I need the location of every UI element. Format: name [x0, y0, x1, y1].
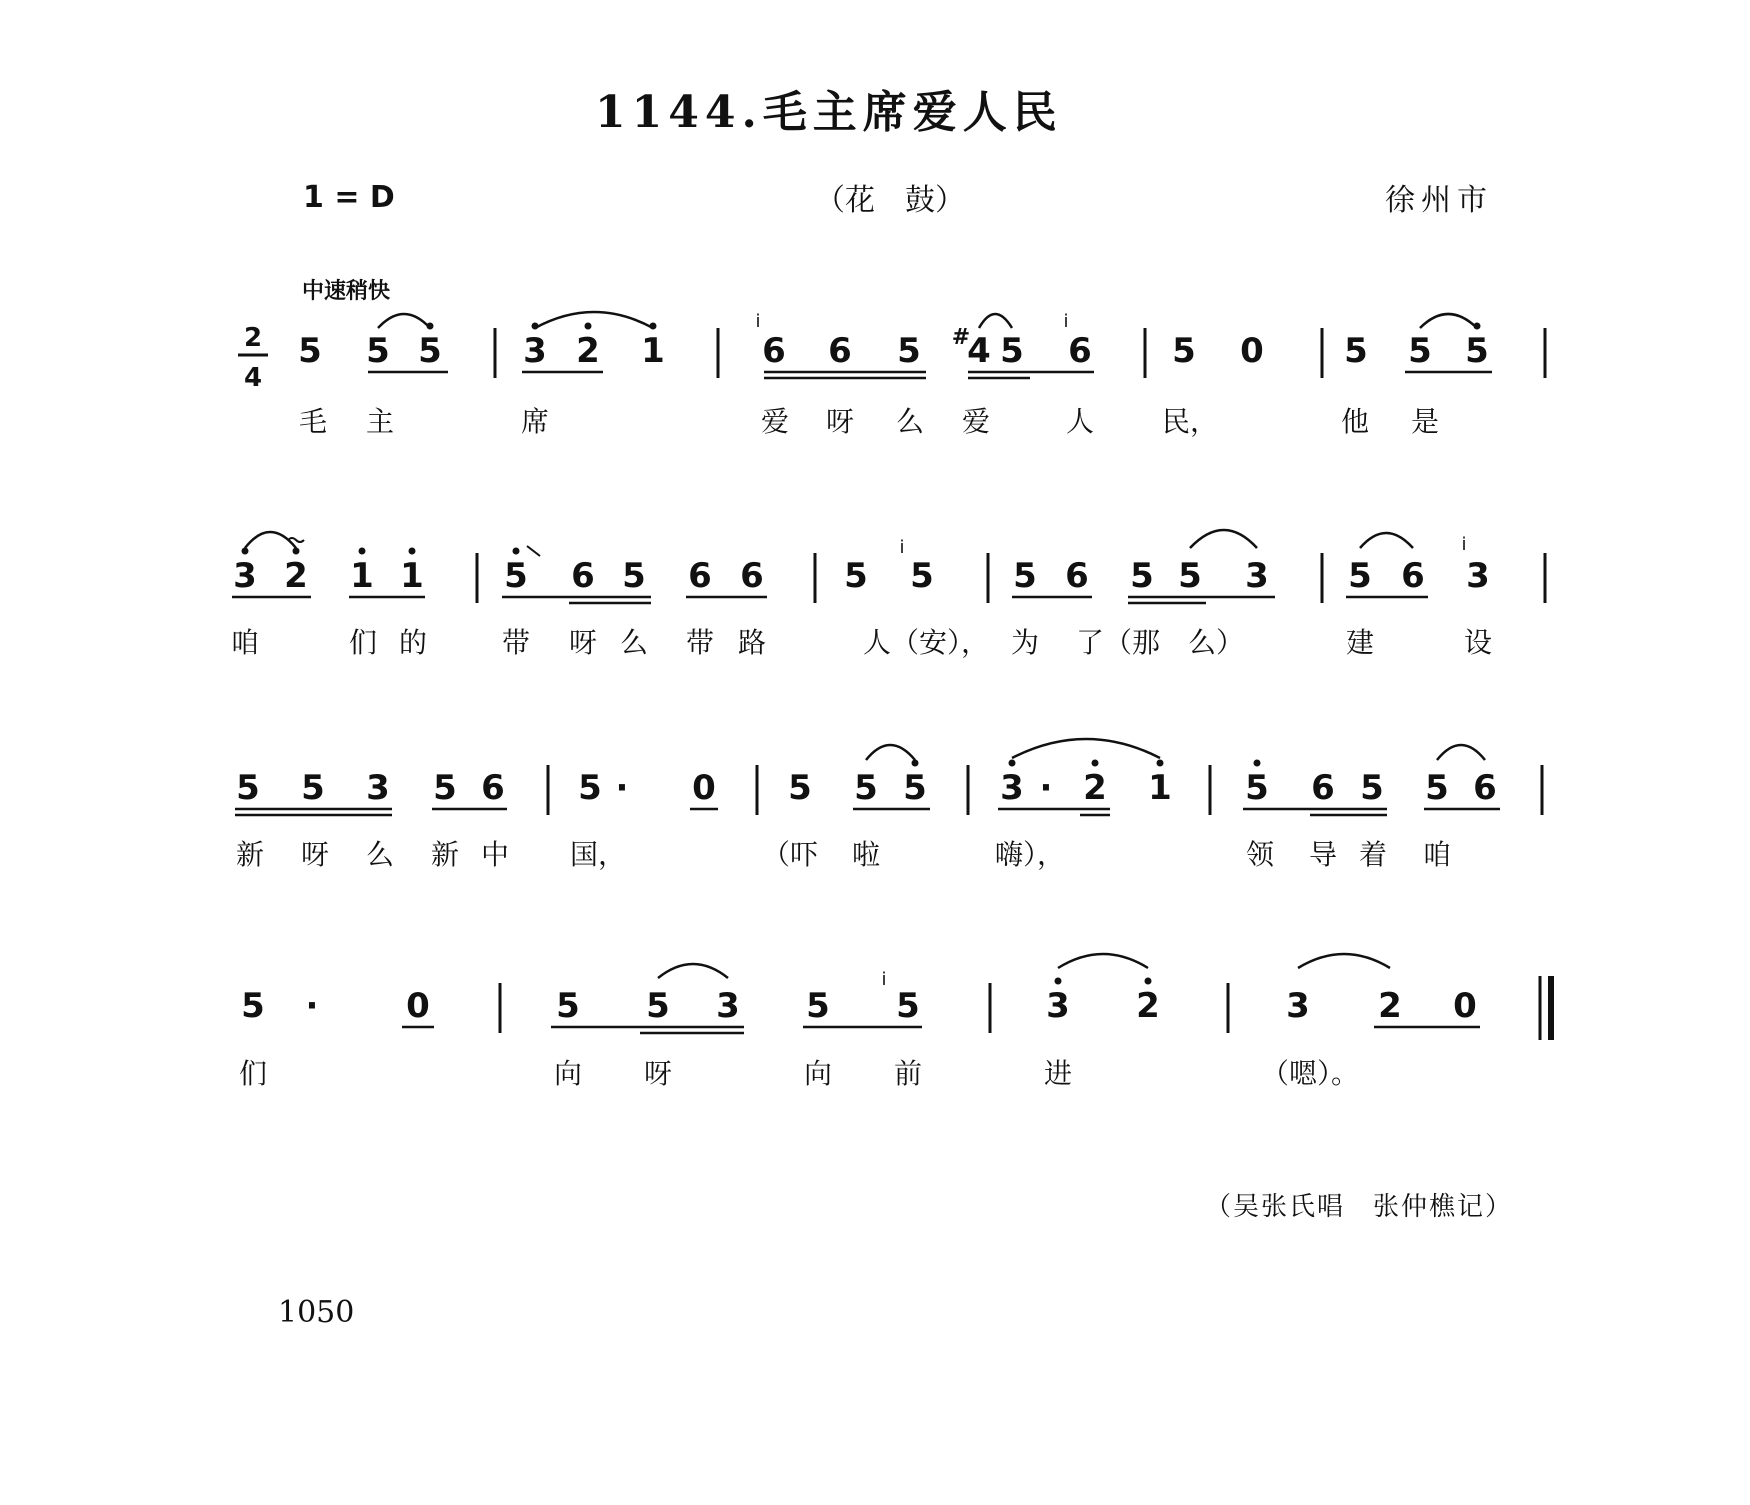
note: 5 — [504, 556, 528, 596]
note: 5 — [1130, 556, 1154, 596]
time-signature-top: 2 — [243, 323, 263, 353]
lyric: 进 — [1043, 1057, 1073, 1090]
note: 6 — [1065, 556, 1089, 596]
lyric: 主 — [365, 405, 395, 438]
lyric: 么 — [619, 626, 649, 659]
lyric: 他 — [1340, 405, 1370, 438]
lyric: 建 — [1345, 626, 1375, 659]
lyric: 新 — [430, 838, 460, 871]
note: 5 — [646, 986, 670, 1026]
note: 5 — [433, 768, 457, 808]
octave-dot — [650, 323, 657, 330]
note: 3 — [1245, 556, 1269, 596]
note: 6 — [481, 768, 505, 808]
note: 0 — [1453, 986, 1477, 1026]
region-label: 徐州市 — [1385, 183, 1493, 218]
octave-dot — [1254, 760, 1261, 767]
lyric: 啦 — [851, 838, 881, 871]
sharp-sign: # — [951, 325, 971, 350]
lyric: 中 — [480, 838, 510, 871]
lyric: 呀 — [300, 838, 330, 871]
note: 5 — [1408, 331, 1432, 371]
lyric: 为 — [1010, 626, 1040, 659]
note: 6 — [571, 556, 595, 596]
note: 6 — [1311, 768, 1335, 808]
note: 5 — [1348, 556, 1372, 596]
note: 3 — [1046, 986, 1070, 1026]
song-title: 1144.毛主席爱人民 — [595, 87, 1063, 138]
note: 5 — [622, 556, 646, 596]
note: 5 — [418, 331, 442, 371]
time-signature — [238, 323, 268, 393]
octave-dot — [1092, 760, 1099, 767]
octave-dot — [427, 323, 434, 330]
note: 5 — [301, 768, 325, 808]
note: 6 — [1401, 556, 1425, 596]
octave-dot — [1009, 760, 1016, 767]
lyric: 路 — [737, 626, 767, 659]
note: 5 — [1425, 768, 1449, 808]
lyric: 的 — [398, 626, 428, 659]
octave-dot — [242, 548, 249, 555]
lyric: 着 — [1358, 838, 1388, 871]
note: 5 — [1465, 331, 1489, 371]
lyric: 呀 — [643, 1057, 673, 1090]
octave-dot — [1055, 978, 1062, 985]
note: 3 — [366, 768, 390, 808]
note: 5 — [1178, 556, 1202, 596]
lyric: 人（安）， — [862, 626, 990, 659]
note: 2 — [284, 556, 308, 596]
page-number: 1050 — [278, 1295, 355, 1330]
svg-text:i: i — [1461, 534, 1467, 555]
lyric: 新 — [235, 838, 265, 871]
note: 5 — [298, 331, 322, 371]
lyric: 设 — [1463, 626, 1493, 659]
note: 5 — [897, 331, 921, 371]
lyric: 们 — [238, 1057, 268, 1090]
note: 4 — [967, 331, 991, 371]
note: 2 — [1083, 768, 1107, 808]
lyric: 席 — [520, 405, 550, 438]
lyric: 民， — [1161, 405, 1219, 438]
octave-dot — [359, 548, 366, 555]
lyric: 向 — [553, 1057, 583, 1090]
lyric: 国， — [569, 838, 627, 871]
note: · — [305, 986, 319, 1026]
octave-dot — [585, 323, 592, 330]
note: 5 — [903, 768, 927, 808]
note: 5 — [236, 768, 260, 808]
note: 5 — [1013, 556, 1037, 596]
note: 2 — [1378, 986, 1402, 1026]
note: 0 — [406, 986, 430, 1026]
lyric: 是 — [1410, 405, 1440, 438]
note: 5 — [844, 556, 868, 596]
note: 5 — [241, 986, 265, 1026]
lyric: （吓 — [761, 838, 819, 871]
note: 5 — [556, 986, 580, 1026]
genre-label: （花 鼓） — [815, 183, 965, 218]
lyric: 咱 — [230, 626, 260, 659]
note: 5 — [578, 768, 602, 808]
note: 5 — [1000, 331, 1024, 371]
octave-dot — [532, 323, 539, 330]
svg-text:i: i — [881, 969, 887, 990]
note: 5 — [1245, 768, 1269, 808]
note: 5 — [896, 986, 920, 1026]
note: 5 — [788, 768, 812, 808]
note: 0 — [1240, 331, 1264, 371]
lyric: 爱 — [961, 405, 991, 438]
lyric: 呀 — [825, 405, 855, 438]
lyric: 领 — [1245, 838, 1275, 871]
key-signature: 1 = D — [303, 180, 395, 215]
octave-dot — [293, 548, 300, 555]
note: 2 — [1136, 986, 1160, 1026]
note: 1 — [641, 331, 665, 371]
note: 0 — [692, 768, 716, 808]
note: 3 — [1286, 986, 1310, 1026]
svg-text:i: i — [1063, 311, 1069, 332]
lyric: 毛 — [298, 405, 328, 438]
tempo-marking: 中速稍快 — [302, 279, 391, 304]
note: 1 — [1148, 768, 1172, 808]
notes-layer — [230, 323, 1497, 1027]
note: 5 — [854, 768, 878, 808]
note: 3 — [1466, 556, 1490, 596]
note: 6 — [740, 556, 764, 596]
note: 6 — [688, 556, 712, 596]
octave-dot — [912, 760, 919, 767]
svg-text:i: i — [755, 311, 761, 332]
lyric: 嗨）， — [994, 838, 1066, 871]
note: 6 — [828, 331, 852, 371]
lyric: 们 — [348, 626, 378, 659]
note: · — [1039, 768, 1053, 808]
svg-text:i: i — [899, 537, 905, 558]
lyric: 前 — [893, 1057, 923, 1090]
octave-dot — [513, 548, 520, 555]
note: 5 — [1344, 331, 1368, 371]
octave-dot — [1145, 978, 1152, 985]
octave-dot — [409, 548, 416, 555]
note: 6 — [1473, 768, 1497, 808]
note: 6 — [762, 331, 786, 371]
note: 3 — [233, 556, 257, 596]
lyric: 人 — [1065, 405, 1095, 438]
note: 5 — [366, 331, 390, 371]
lyric: （嗯）。 — [1260, 1057, 1360, 1090]
lyric: 了（那 么） — [1075, 626, 1245, 659]
lyric: 么 — [365, 838, 395, 871]
lyric: 导 — [1308, 838, 1338, 871]
note: 3 — [523, 331, 547, 371]
note: · — [615, 768, 629, 808]
note: 3 — [716, 986, 740, 1026]
note: 1 — [400, 556, 424, 596]
note: 1 — [350, 556, 374, 596]
octave-dot — [1474, 323, 1481, 330]
note: 3 — [1000, 768, 1024, 808]
lyric: 咱 — [1422, 838, 1452, 871]
time-signature-bottom: 4 — [243, 363, 263, 393]
note: 5 — [1360, 768, 1384, 808]
octave-dot — [1157, 760, 1164, 767]
lyric: 带 — [501, 626, 531, 659]
note: 5 — [1172, 331, 1196, 371]
lyric: 向 — [803, 1057, 833, 1090]
lyric: 爱 — [760, 405, 790, 438]
lyric: 呀 — [568, 626, 598, 659]
row-3-marks — [235, 739, 1542, 815]
lyric: 么 — [895, 405, 925, 438]
note: 5 — [910, 556, 934, 596]
note: 6 — [1068, 331, 1092, 371]
note: 5 — [806, 986, 830, 1026]
lyric: 带 — [685, 626, 715, 659]
performer-credit: （吴张氏唱 张仲樵记） — [1205, 1192, 1514, 1222]
note: 2 — [576, 331, 600, 371]
